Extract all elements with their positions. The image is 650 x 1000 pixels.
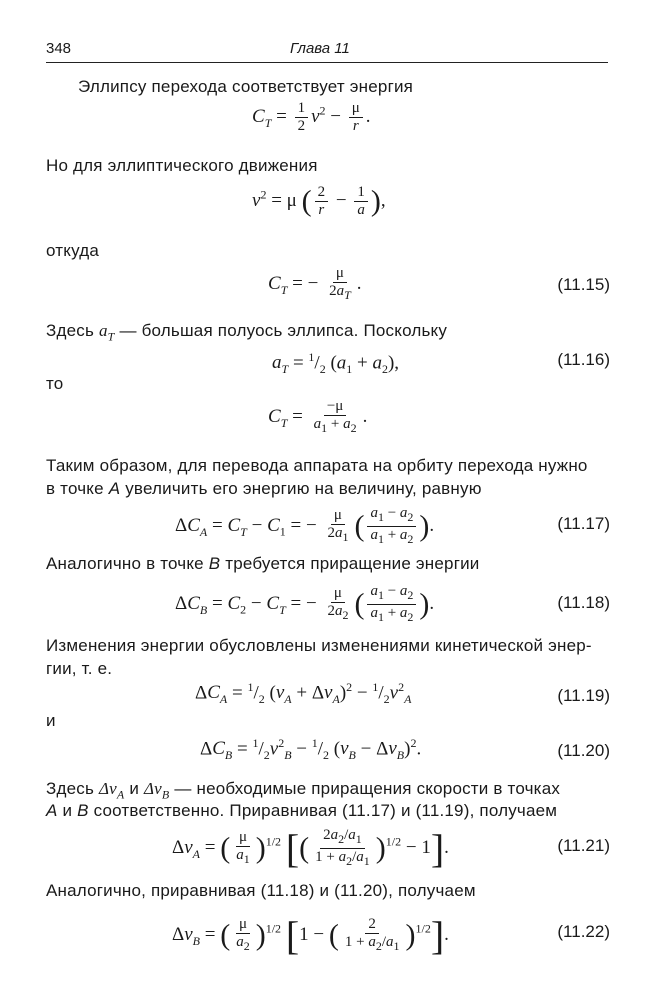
symbol-delta-vB: $\Delta v_B$ <box>143 779 170 802</box>
equation-vis-viva: $v^2 = \mu$ ( $\frac{2}{r}$ − $\frac{1}{a}$ ), <box>252 184 386 218</box>
running-header: Глава 11 <box>290 40 350 57</box>
p4-text-a: Здесь <box>46 321 94 340</box>
equation-number-11-17: (11.17) <box>557 514 610 533</box>
p12-text-c: — необходимые приращения скорости в точках <box>174 779 561 798</box>
p4-text-b: — большая полуось эллипса. Поскольку <box>119 321 448 340</box>
equation-11-17: $\Delta C_A = C_T - C_1$ = − $\frac{\mu}{2a_1}$ ( $\frac{a_1 - a_2}{a_1 + a_2}$ ). <box>175 505 435 546</box>
equation-11-19: $\Delta C_A = ^1/_2$ $(v_A + \Delta v_A)^2 - ^1/_2v^2_A$ <box>195 680 412 707</box>
p8-text-b: требуется приращение энергии <box>225 554 480 573</box>
equation-number-11-20: (11.20) <box>557 741 610 760</box>
equation-number-11-16: (11.16) <box>557 350 610 369</box>
p12-text-b: и <box>129 779 140 798</box>
p7-text-b: увеличить его энергию на величину, равную <box>125 479 482 498</box>
paragraph-10: гии, т. е. <box>46 659 113 678</box>
equation-11-16: $a_T = ^1/_2$ $(a_1 + a_2)$, <box>272 350 400 377</box>
paragraph-14: Аналогично, приравнивая (11.18) и (11.20), получаем <box>46 881 476 900</box>
equation-11-15: $C_T$ = − $\frac{\mu}{2a_T}$ . <box>268 265 362 302</box>
paragraph-8 <box>46 553 480 575</box>
equation-energy-transfer: $C_T$ = $\frac{1}{2}$ $v^2$ − $\frac{\mu}{r}$ . <box>252 100 371 134</box>
equation-number-11-18: (11.18) <box>557 593 610 612</box>
equation-number-11-22: (11.22) <box>557 922 610 941</box>
paragraph-11: и <box>46 711 56 730</box>
symbol-aT: $a_T$ <box>98 321 115 344</box>
equation-11-21: $\Delta v_A$ = ( $\frac{\mu}{a_1}$ )$^{1/2}$ [( $\frac{2a_2/a_1}{1 + a_2/a_1}$ )$^{1/2}$ − 1]. <box>172 826 449 871</box>
paragraph-13 <box>46 800 608 822</box>
paragraph-9: Изменения энергии обусловлены изменениями кинетической энер- <box>46 636 592 655</box>
point-A: A <box>108 479 121 498</box>
paragraph-1: Эллипсу перехода соответствует энергия <box>78 77 414 96</box>
header-rule <box>46 62 608 63</box>
equation-11-18: $\Delta C_B = C_2 - C_T$ = − $\frac{\mu}{2a_2}$ ( $\frac{a_1 - a_2}{a_1 + a_2}$ ). <box>175 583 435 624</box>
equation-11-20: $\Delta C_B = ^1/_2v^2_B - ^1/_2$ $(v_B - \Delta v_B)^2$. <box>200 736 422 763</box>
symbol-delta-vA: $\Delta v_A$ <box>98 779 125 802</box>
p13-text-b: соответственно. Приравнивая (11.17) и (11.19), получаем <box>93 801 558 820</box>
equation-number-11-21: (11.21) <box>557 836 610 855</box>
p12-text-a: Здесь <box>46 779 94 798</box>
paragraph-5: то <box>46 374 64 393</box>
point-A-ref: A <box>46 801 58 820</box>
page-number: 348 <box>46 40 72 57</box>
equation-11-22: $\Delta v_B$ = ( $\frac{\mu}{a_2}$ )$^{1/2}$ [1 − ( $\frac{2}{1 + a_2/a_1}$ )$^{1/2}$]. <box>172 913 449 958</box>
equation-number-11-19: (11.19) <box>557 686 610 705</box>
paragraph-6: Таким образом, для перевода аппарата на орбиту перехода нужно <box>46 456 588 475</box>
paragraph-7 <box>46 478 608 500</box>
p7-text-a: в точке <box>46 479 104 498</box>
equation-energy-result: $C_T$ = $\frac{-\mu}{a_1 + a_2}$ . <box>268 398 368 435</box>
paragraph-3: откуда <box>46 241 100 260</box>
paragraph-4 <box>46 320 447 347</box>
p8-text-a: Аналогично в точке <box>46 554 204 573</box>
paragraph-2: Но для эллиптического движения <box>46 156 318 175</box>
equation-number-11-15: (11.15) <box>557 275 610 294</box>
point-B-ref: B <box>77 801 89 820</box>
p13-text-a: и <box>62 801 73 820</box>
point-B: B <box>208 554 221 573</box>
